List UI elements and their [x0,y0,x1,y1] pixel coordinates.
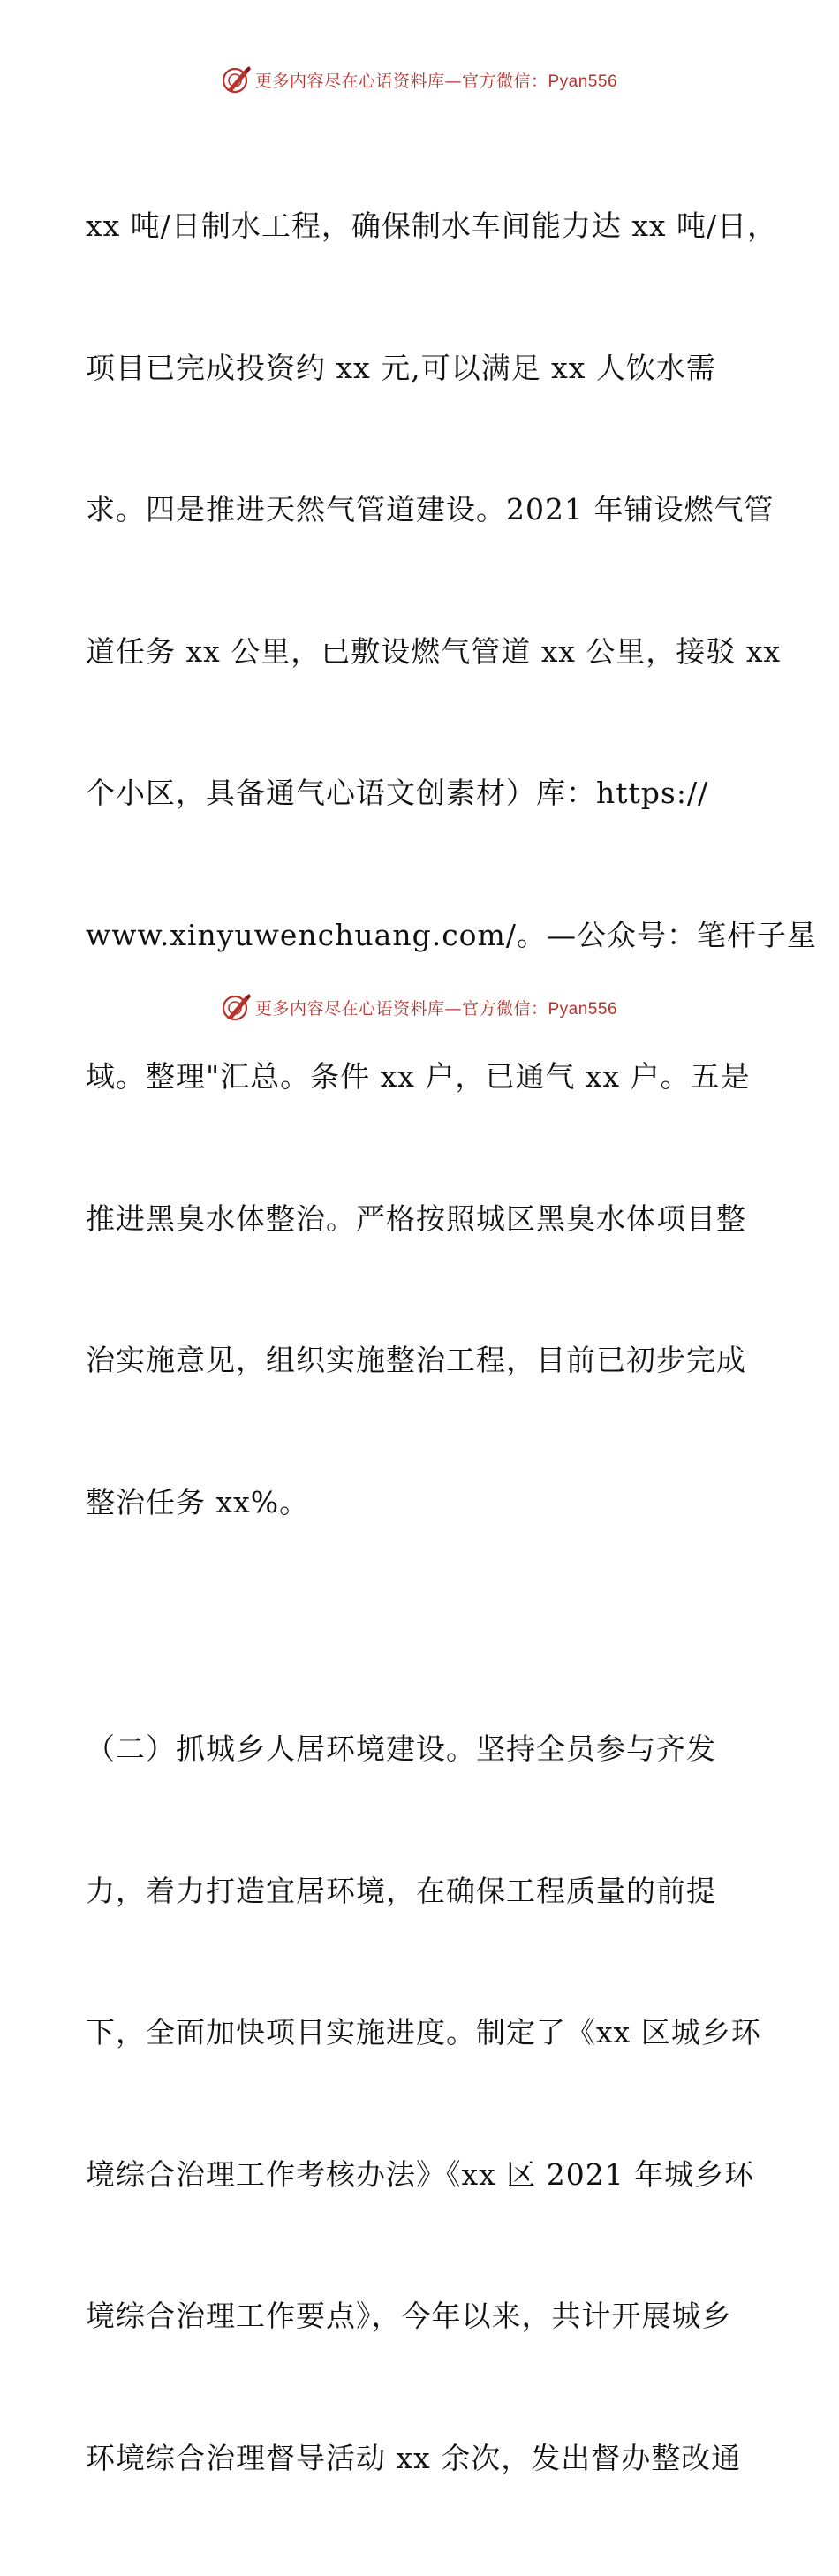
text-line: 道任务 xx 公里，已敷设燃气管道 xx 公里，接驳 xx [86,633,782,669]
header-banner [0,62,839,97]
text-line: 项目已完成投资约 xx 元,可以满足 xx 人饮水需 [86,350,716,385]
header-banner-main: 更多内容尽在心语资料库—官方微信： [254,71,548,91]
text-line: 个小区，具备通气心语文创素材）库：https:// [86,776,709,810]
header-wechat-id: Pyan556 [548,72,618,91]
text-line: 治实施意见，组织实施整治工程，目前已初步完成 [86,1343,746,1377]
text-line: 环境综合治理督导活动 xx 余次，发出督办整改通 [86,2440,742,2475]
footer-banner [0,989,839,1025]
text-line: 求。四是推进天然气管道建设。2021 年铺设燃气管 [86,492,775,527]
text-line: 整治任务 xx%。 [86,1484,310,1519]
header-banner-text [255,68,617,92]
text-line: 力，着力打造宜居环境，在确保工程质量的前提 [86,1873,716,1908]
paragraph-1 [86,108,817,1620]
paragraph-spacer [86,1620,766,1631]
text-line: （二）抓城乡人居环境建设。坚持全员参与齐发 [86,1731,716,1766]
text-line: 境综合治理工作考核办法》《xx 区 2021 年城乡环 [86,2156,755,2192]
paragraph-2 [86,1631,766,2576]
pen-logo-icon [222,992,252,1022]
text-line: 域。整理"汇总。条件 xx 户，已通气 xx 户。五是 [86,1059,751,1094]
text-line: 境综合治理工作要点》，今年以来，共计开展城乡 [86,2299,732,2333]
document-body [86,108,817,2576]
text-line: 下，全面加快项目实施进度。制定了《xx 区城乡环 [86,2015,761,2049]
text-line: xx 吨/日制水工程，确保制水车间能力达 xx 吨/日， [86,208,778,243]
footer-banner-text [255,996,617,1019]
text-line: 推进黑臭水体整治。严格按照城区黑臭水体项目整 [86,1201,746,1236]
footer-banner-main: 更多内容尽在心语资料库—官方微信： [254,998,548,1019]
pen-logo-icon [222,64,252,95]
footer-wechat-id: Pyan556 [548,999,618,1019]
text-line: www.xinyuwenchuang.com/。—公众号：笔杆子星 [86,917,817,952]
